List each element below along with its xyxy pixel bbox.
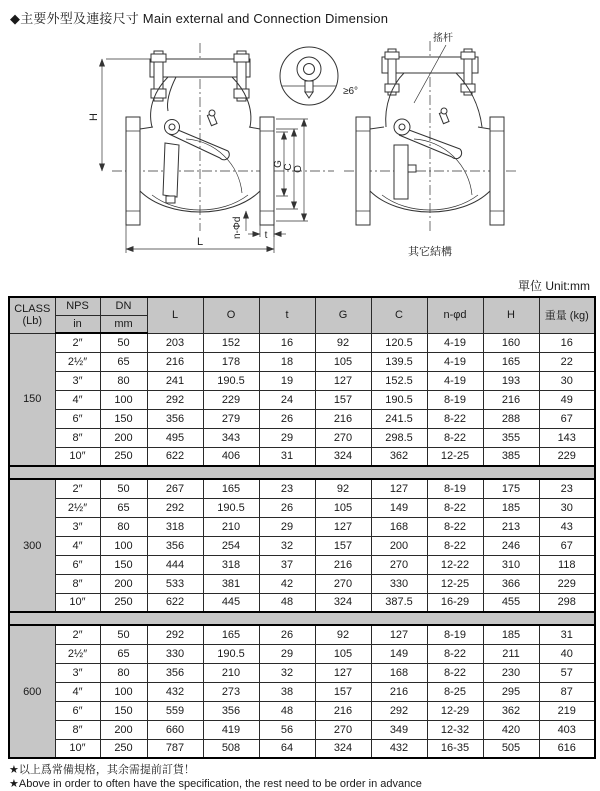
table-cell: 8″ [55, 720, 100, 739]
table-cell: 387.5 [371, 593, 427, 612]
table-cell: 406 [203, 447, 259, 466]
table-cell: 100 [100, 682, 147, 701]
unit-note: 單位 Unit:mm [517, 279, 590, 293]
table-cell: 16 [539, 333, 595, 352]
group-separator [9, 612, 595, 625]
table-cell: 343 [203, 428, 259, 447]
table-cell: 50 [100, 333, 147, 352]
table-body [9, 333, 595, 758]
table-cell: 622 [147, 593, 203, 612]
table-cell: 292 [147, 498, 203, 517]
table-cell: 362 [483, 701, 539, 720]
dim-label-t: t [264, 230, 268, 241]
table-cell: 200 [100, 428, 147, 447]
table-cell: 152.5 [371, 371, 427, 390]
right-valve-section [344, 41, 516, 231]
table-cell: 18 [259, 352, 315, 371]
table-cell: 356 [203, 701, 259, 720]
table-cell: 29 [259, 644, 315, 663]
table-cell: 152 [203, 333, 259, 352]
header-dn-unit: mm [100, 315, 147, 333]
table-cell: 67 [539, 536, 595, 555]
table-cell: 43 [539, 517, 595, 536]
table-cell: 26 [259, 625, 315, 644]
table-cell: 330 [147, 644, 203, 663]
eyebolt-detail [280, 47, 338, 105]
table-cell: 168 [371, 663, 427, 682]
table-cell: 190.5 [203, 644, 259, 663]
table-cell: 92 [315, 479, 371, 498]
header-col-g: G [315, 297, 371, 333]
table-cell: 12-29 [427, 701, 483, 720]
table-cell: 87 [539, 682, 595, 701]
table-row [9, 333, 595, 352]
table-cell: 150 [100, 701, 147, 720]
table-cell: 8″ [55, 574, 100, 593]
header-col-h: H [483, 297, 539, 333]
table-cell: 150 [100, 409, 147, 428]
table-cell: 127 [315, 663, 371, 682]
table-cell: 230 [483, 663, 539, 682]
table-cell: 32 [259, 536, 315, 555]
table-cell: 250 [100, 447, 147, 466]
table-cell: 157 [315, 390, 371, 409]
table-cell: 381 [203, 574, 259, 593]
table-cell: 660 [147, 720, 203, 739]
table-cell: 229 [539, 447, 595, 466]
header-col-n-phi-d: n-φd [427, 297, 483, 333]
table-cell: 80 [100, 663, 147, 682]
table-cell: 4″ [55, 536, 100, 555]
table-row [9, 739, 595, 758]
table-cell: 324 [315, 593, 371, 612]
table-row [9, 701, 595, 720]
table-cell: 356 [147, 409, 203, 428]
table-cell: 273 [203, 682, 259, 701]
table-cell: 190.5 [203, 371, 259, 390]
table-cell: 37 [259, 555, 315, 574]
table-cell: 118 [539, 555, 595, 574]
group-separator-cell [9, 466, 595, 479]
table-cell: 22 [539, 352, 595, 371]
table-cell: 65 [100, 644, 147, 663]
table-cell: 26 [259, 409, 315, 428]
table-cell: 444 [147, 555, 203, 574]
table-cell: 200 [371, 536, 427, 555]
table-cell: 420 [483, 720, 539, 739]
header-col-c: C [371, 297, 427, 333]
table-cell: 105 [315, 352, 371, 371]
table-cell: 6″ [55, 701, 100, 720]
table-cell: 8-25 [427, 682, 483, 701]
table-cell: 330 [371, 574, 427, 593]
table-cell: 8-22 [427, 409, 483, 428]
table-cell: 56 [259, 720, 315, 739]
table-cell: 445 [203, 593, 259, 612]
table-row [9, 498, 595, 517]
table-cell: 40 [539, 644, 595, 663]
table-cell: 270 [315, 574, 371, 593]
table-row [9, 409, 595, 428]
table-cell: 127 [371, 625, 427, 644]
table-row [9, 663, 595, 682]
table-cell: 64 [259, 739, 315, 758]
table-cell: 100 [100, 390, 147, 409]
table-cell: 10″ [55, 593, 100, 612]
table-row [9, 352, 595, 371]
table-cell: 279 [203, 409, 259, 428]
table-cell: 29 [259, 517, 315, 536]
table-cell: 185 [483, 498, 539, 517]
table-cell: 8″ [55, 428, 100, 447]
dim-label-n-phi-d: n-Φd [232, 216, 243, 239]
table-cell: 143 [539, 428, 595, 447]
callout-label: 搖杆 [433, 33, 453, 44]
table-cell: 270 [315, 428, 371, 447]
table-cell: 211 [483, 644, 539, 663]
table-cell: 165 [203, 625, 259, 644]
table-cell: 8-22 [427, 428, 483, 447]
table-cell: 298 [539, 593, 595, 612]
table-cell: 241 [147, 371, 203, 390]
table-cell: 80 [100, 517, 147, 536]
footnote-en: ★Above in order to often have the specification, the rest need to be order in advance [9, 778, 422, 790]
table-cell: 127 [315, 517, 371, 536]
header-col-weight: 重量 (kg) [539, 297, 595, 333]
table-cell: 295 [483, 682, 539, 701]
table-cell: 31 [259, 447, 315, 466]
table-cell: 149 [371, 498, 427, 517]
table-cell: 229 [203, 390, 259, 409]
table-cell: 4″ [55, 682, 100, 701]
table-cell: 32 [259, 663, 315, 682]
header-class-line2: (Lb) [22, 315, 43, 328]
table-cell: 6″ [55, 555, 100, 574]
table-cell: 8-22 [427, 498, 483, 517]
table-cell: 200 [100, 720, 147, 739]
table-cell: 318 [203, 555, 259, 574]
table-cell: 419 [203, 720, 259, 739]
table-row [9, 447, 595, 466]
table-cell: 4-19 [427, 333, 483, 352]
table-cell: 559 [147, 701, 203, 720]
table-cell: 65 [100, 498, 147, 517]
header-col-o: O [203, 297, 259, 333]
header-nps-unit: in [55, 315, 100, 333]
table-cell: 210 [203, 663, 259, 682]
dim-label-c: C [283, 163, 294, 171]
table-cell: 254 [203, 536, 259, 555]
table-row [9, 644, 595, 663]
table-cell: 8-22 [427, 536, 483, 555]
table-cell: 120.5 [371, 333, 427, 352]
table-cell: 193 [483, 371, 539, 390]
table-cell: 190.5 [371, 390, 427, 409]
table-cell: 150 [100, 555, 147, 574]
table-cell: 216 [147, 352, 203, 371]
table-cell: 250 [100, 739, 147, 758]
table-cell: 168 [371, 517, 427, 536]
table-cell: 65 [100, 352, 147, 371]
table-cell: 139.5 [371, 352, 427, 371]
table-cell: 165 [203, 479, 259, 498]
table-cell: 3″ [55, 517, 100, 536]
table-cell: 288 [483, 409, 539, 428]
table-cell: 349 [371, 720, 427, 739]
table-cell: 8-22 [427, 517, 483, 536]
table-cell: 31 [539, 625, 595, 644]
header-col-t: t [259, 297, 315, 333]
table-row [9, 390, 595, 409]
table-cell: 455 [483, 593, 539, 612]
table-row [9, 479, 595, 498]
table-cell: 48 [259, 701, 315, 720]
dim-label-g: G [273, 160, 284, 168]
table-cell: 356 [147, 663, 203, 682]
table-cell: 292 [371, 701, 427, 720]
table-cell: 92 [315, 625, 371, 644]
table-cell: 80 [100, 371, 147, 390]
table-row [9, 720, 595, 739]
table-cell: 6″ [55, 409, 100, 428]
class-label: 300 [9, 479, 55, 612]
table-cell: 270 [315, 720, 371, 739]
table-cell: 127 [371, 479, 427, 498]
table-cell: 508 [203, 739, 259, 758]
dim-label-h: H [88, 113, 100, 121]
table-cell: 385 [483, 447, 539, 466]
table-cell: 24 [259, 390, 315, 409]
table-cell: 366 [483, 574, 539, 593]
class-label: 150 [9, 333, 55, 466]
table-cell: 175 [483, 479, 539, 498]
table-cell: 213 [483, 517, 539, 536]
table-cell: 12-32 [427, 720, 483, 739]
table-cell: 356 [147, 536, 203, 555]
table-cell: 185 [483, 625, 539, 644]
table-header [9, 297, 595, 333]
table-cell: 19 [259, 371, 315, 390]
table-cell: 2½″ [55, 352, 100, 371]
table-cell: 92 [315, 333, 371, 352]
table-cell: 4-19 [427, 352, 483, 371]
table-cell: 48 [259, 593, 315, 612]
table-cell: 4-19 [427, 371, 483, 390]
header-class [9, 297, 55, 333]
table-cell: 42 [259, 574, 315, 593]
table-cell: 241.5 [371, 409, 427, 428]
table-cell: 38 [259, 682, 315, 701]
table-cell: 157 [315, 536, 371, 555]
table-cell: 10″ [55, 447, 100, 466]
table-cell: 324 [315, 447, 371, 466]
table-cell: 160 [483, 333, 539, 352]
dim-label-o: O [293, 165, 304, 173]
table-row [9, 682, 595, 701]
right-valve-caption: 其它結構 [408, 246, 452, 258]
table-cell: 787 [147, 739, 203, 758]
table-cell: 16-29 [427, 593, 483, 612]
table-cell: 12-22 [427, 555, 483, 574]
table-cell: 216 [315, 701, 371, 720]
header-col-l: L [147, 297, 203, 333]
table-cell: 29 [259, 428, 315, 447]
table-cell: 362 [371, 447, 427, 466]
table-cell: 57 [539, 663, 595, 682]
table-cell: 216 [371, 682, 427, 701]
header-nps: NPS [55, 297, 100, 315]
table-cell: 2½″ [55, 644, 100, 663]
table-cell: 203 [147, 333, 203, 352]
table-cell: 229 [539, 574, 595, 593]
table-cell: 190.5 [203, 498, 259, 517]
table-cell: 149 [371, 644, 427, 663]
table-cell: 250 [100, 593, 147, 612]
table-cell: 16 [259, 333, 315, 352]
table-cell: 4″ [55, 390, 100, 409]
table-cell: 49 [539, 390, 595, 409]
table-cell: 432 [371, 739, 427, 758]
table-cell: 26 [259, 498, 315, 517]
table-cell: 12-25 [427, 447, 483, 466]
table-cell: 318 [147, 517, 203, 536]
table-cell: 246 [483, 536, 539, 555]
table-cell: 30 [539, 371, 595, 390]
table-cell: 505 [483, 739, 539, 758]
dimension-table [8, 296, 596, 759]
table-cell: 432 [147, 682, 203, 701]
table-cell: 267 [147, 479, 203, 498]
table-row [9, 371, 595, 390]
dim-label-l: L [196, 236, 204, 248]
table-cell: 105 [315, 498, 371, 517]
valve-drawing [8, 27, 592, 277]
table-cell: 200 [100, 574, 147, 593]
table-cell: 157 [315, 682, 371, 701]
class-label: 600 [9, 625, 55, 758]
table-cell: 2″ [55, 333, 100, 352]
table-cell: 3″ [55, 663, 100, 682]
table-cell: 219 [539, 701, 595, 720]
table-cell: 216 [315, 409, 371, 428]
table-cell: 105 [315, 644, 371, 663]
table-cell: 23 [259, 479, 315, 498]
table-cell: 310 [483, 555, 539, 574]
table-cell: 23 [539, 479, 595, 498]
table-cell: 8-22 [427, 644, 483, 663]
table-cell: 50 [100, 479, 147, 498]
table-cell: 622 [147, 447, 203, 466]
table-cell: 3″ [55, 371, 100, 390]
table-cell: 403 [539, 720, 595, 739]
table-cell: 355 [483, 428, 539, 447]
table-cell: 67 [539, 409, 595, 428]
table-cell: 292 [147, 625, 203, 644]
table-cell: 2″ [55, 479, 100, 498]
group-separator [9, 466, 595, 479]
table-row [9, 536, 595, 555]
table-cell: 16-35 [427, 739, 483, 758]
group-separator-cell [9, 612, 595, 625]
footnote-zh: ★以上爲常備規格，其余需提前訂貨！ [9, 764, 195, 776]
valve-drawing-svg [8, 27, 592, 277]
table-cell: 127 [315, 371, 371, 390]
table-cell: 100 [100, 536, 147, 555]
table-cell: 8-22 [427, 663, 483, 682]
table-cell: 2″ [55, 625, 100, 644]
table-cell: 8-19 [427, 625, 483, 644]
table-cell: 30 [539, 498, 595, 517]
table-row [9, 428, 595, 447]
angle-note: ≥6° [343, 86, 359, 97]
table-row [9, 555, 595, 574]
table-cell: 8-19 [427, 479, 483, 498]
table-cell: 12-25 [427, 574, 483, 593]
table-row [9, 574, 595, 593]
table-cell: 10″ [55, 739, 100, 758]
header-dn: DN [100, 297, 147, 315]
table-cell: 533 [147, 574, 203, 593]
table-cell: 298.5 [371, 428, 427, 447]
table-cell: 324 [315, 739, 371, 758]
table-cell: 292 [147, 390, 203, 409]
table-cell: 50 [100, 625, 147, 644]
table-cell: 616 [539, 739, 595, 758]
table-row [9, 517, 595, 536]
table-cell: 216 [315, 555, 371, 574]
table-cell: 2½″ [55, 498, 100, 517]
footnotes [8, 759, 592, 791]
table-row [9, 625, 595, 644]
table-cell: 165 [483, 352, 539, 371]
table-cell: 216 [483, 390, 539, 409]
page-title: ◆主要外型及連接尺寸 Main external and Connection Dimension [10, 11, 389, 26]
table-cell: 210 [203, 517, 259, 536]
table-cell: 178 [203, 352, 259, 371]
table-cell: 495 [147, 428, 203, 447]
header-class-line1: CLASS [14, 303, 51, 316]
table-row [9, 593, 595, 612]
table-cell: 270 [371, 555, 427, 574]
table-cell: 8-19 [427, 390, 483, 409]
